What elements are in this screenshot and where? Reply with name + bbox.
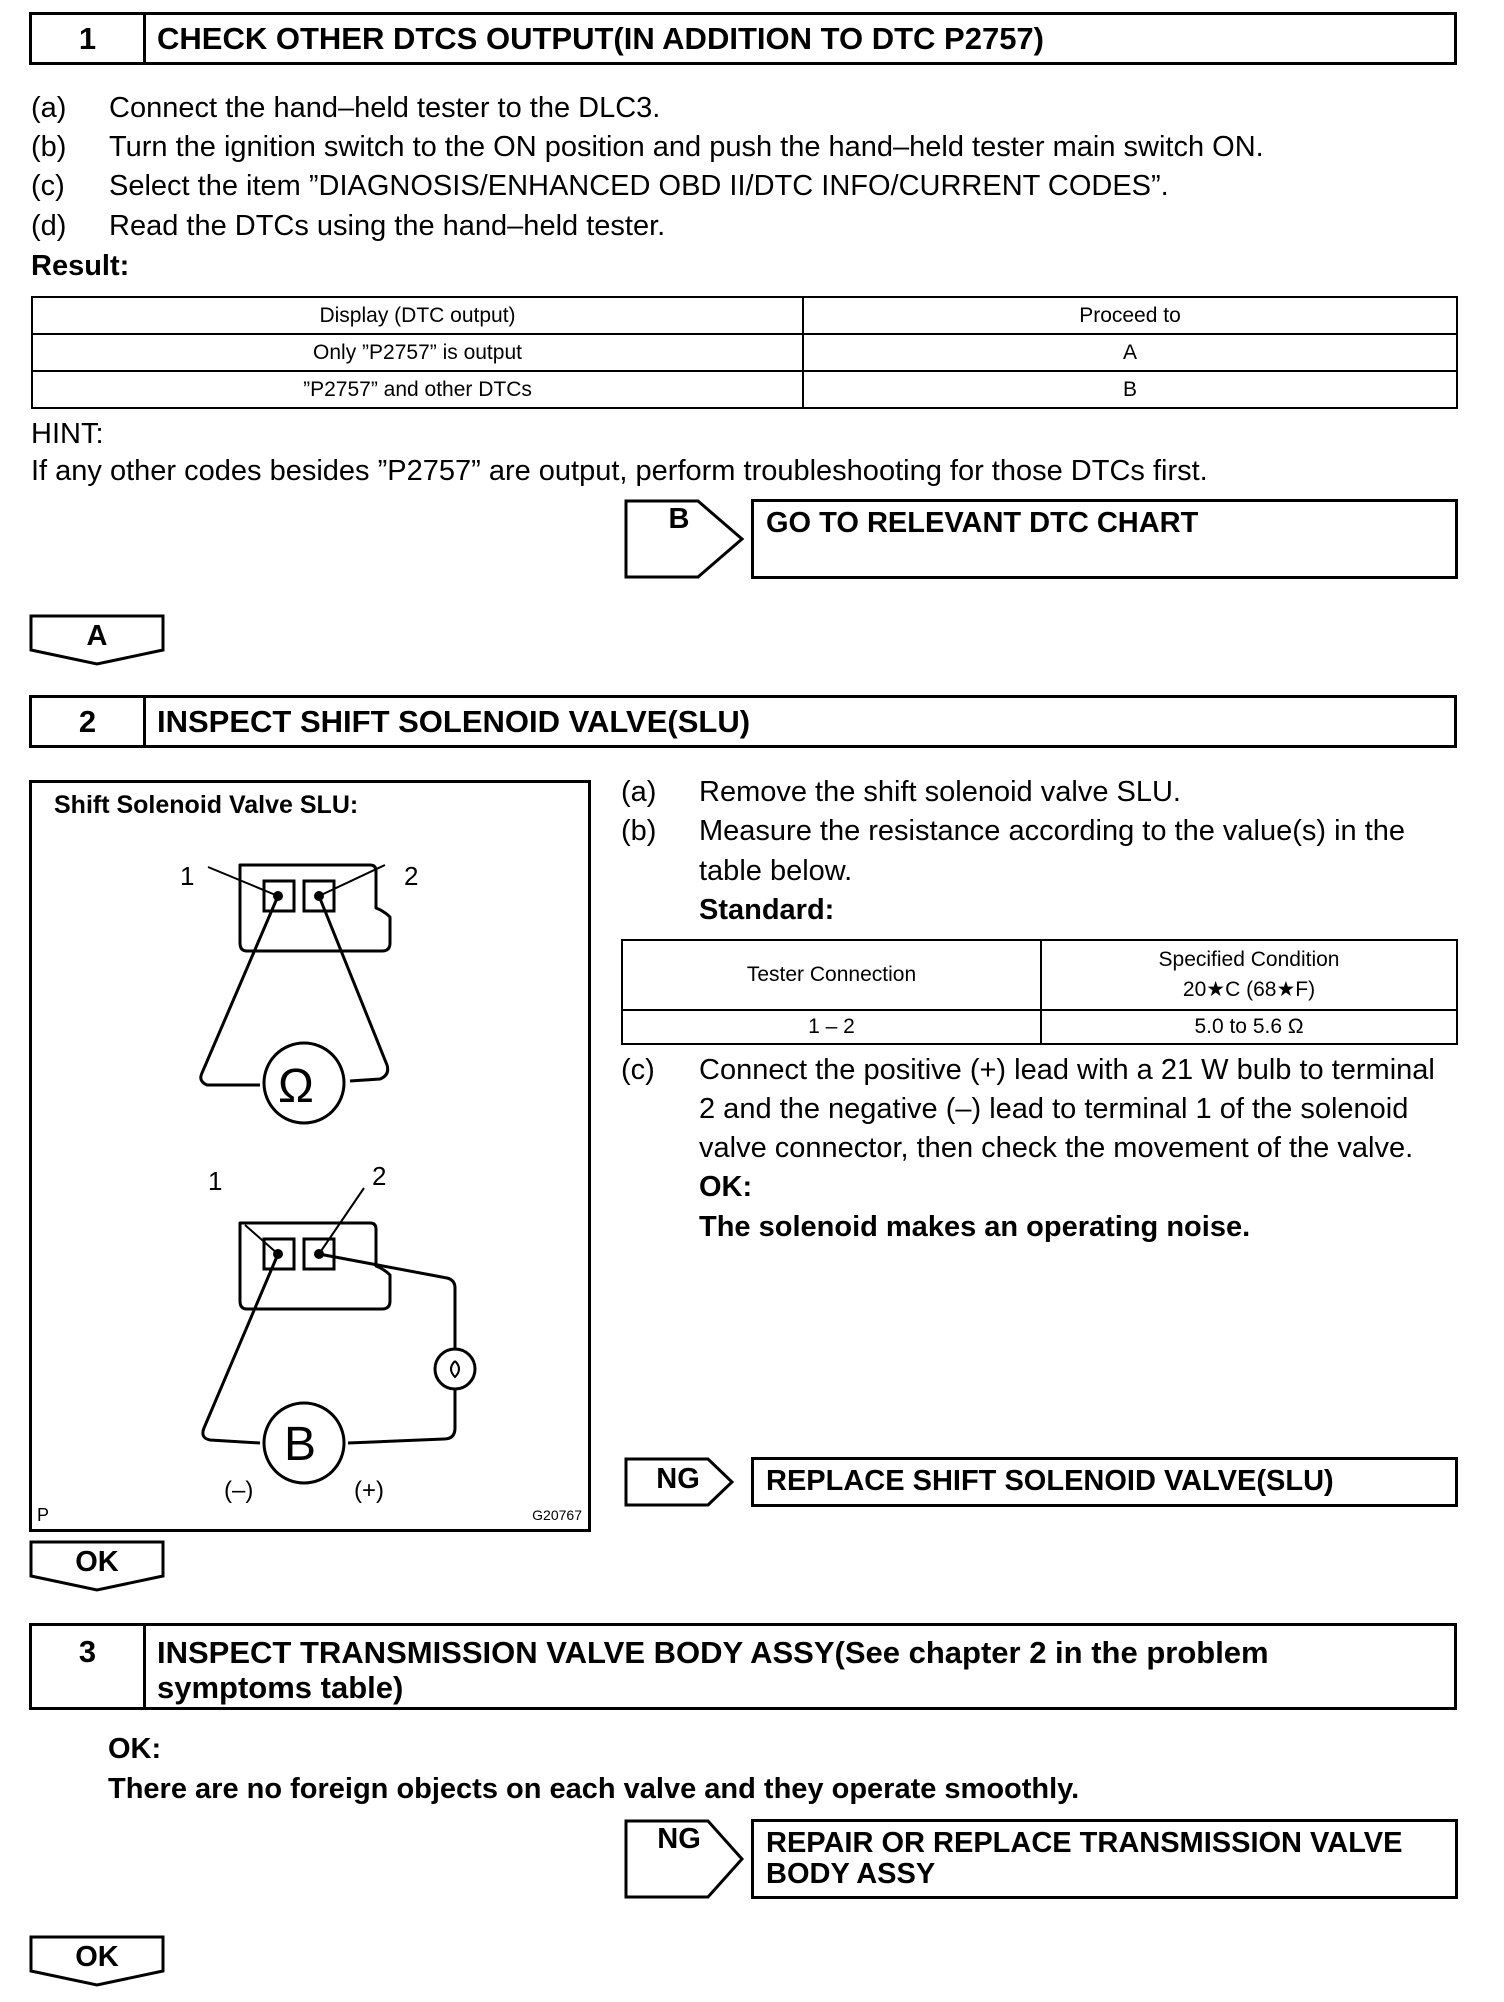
item-label: (a) [621,776,657,808]
step-title [157,1626,1444,1707]
terminal-2-label: 2 [404,861,419,891]
figure-title: Shift Solenoid Valve SLU: [54,791,359,819]
table-cell: 1 – 2 [622,1010,1041,1044]
item-text: Read the DTCs using the hand–held tester. [109,210,666,242]
tab-label: A [86,620,108,652]
tab-label: OK [75,1941,119,1973]
ok-label: OK: [108,1733,162,1765]
tab-label: OK [75,1546,119,1578]
step-3-header [29,1623,1457,1710]
solenoid-figure [29,780,591,1532]
step-title: INSPECT SHIFT SOLENOID VALVE(SLU) [157,704,751,739]
item-text: Connect the positive (+) lead with a 21 W bulb to terminal [699,1054,1435,1086]
outcome-action: REPLACE SHIFT SOLENOID VALVE(SLU) [751,1457,1458,1507]
outcome-code: B [668,503,690,535]
figure-corner-label: P [37,1505,50,1525]
battery-icon: B [284,1418,317,1471]
item-label: (c) [31,170,65,202]
item-label: (b) [621,815,657,847]
standard-label: Standard: [699,894,835,926]
table-header: Tester Connection [622,940,1041,1010]
outcome-ng [624,1457,1458,1507]
item-text: Select the item ”DIAGNOSIS/ENHANCED OBD II/DTC INFO/CURRENT CODES”. [109,170,1169,202]
result-label: Result: [31,250,130,282]
step-2-header [29,695,1457,748]
next-tab-a [29,614,165,666]
ok-text: There are no foreign objects on each valve and they operate smoothly. [108,1773,1080,1805]
outcome-action [751,1819,1458,1899]
item-label: (a) [31,92,67,124]
step-title: CHECK OTHER DTCS OUTPUT(IN ADDITION TO DTC P2757) [157,21,1044,56]
positive-label: (+) [354,1477,384,1504]
item-text-continued: valve connector, then check the movement of the valve. [699,1132,1414,1164]
negative-label: (–) [224,1477,254,1504]
hint-label: HINT: [31,418,104,450]
next-tab-ok [29,1935,165,1987]
item-text: Measure the resistance according to the value(s) in the [699,815,1406,847]
table-cell: ”P2757” and other DTCs [32,371,803,408]
outcome-action-line1: REPAIR OR REPLACE TRANSMISSION VALVE [766,1827,1403,1859]
table-header: Display (DTC output) [32,297,803,334]
table-cell: B [803,371,1457,408]
item-label: (c) [621,1054,655,1086]
table-header [1041,940,1457,1010]
step-title-line2: symptoms table) [157,1670,404,1705]
spec-header-line2: 20★C (68★F) [1182,978,1316,1001]
step-number: 3 [32,1626,146,1707]
outcome-action-line2: BODY ASSY [766,1858,936,1890]
figure-id: G20767 [532,1507,582,1523]
table-cell: 5.0 to 5.6 Ω [1041,1010,1457,1044]
ok-label: OK: [699,1171,753,1203]
item-text-continued: table below. [699,855,853,887]
table-cell: Only ”P2757” is output [32,334,803,371]
step-title-line1: INSPECT TRANSMISSION VALVE BODY ASSY(See chapter 2 in the problem [157,1635,1269,1670]
step-1-header [29,12,1457,65]
item-text: Connect the hand–held tester to the DLC3. [109,92,661,124]
step-number: 1 [32,15,146,62]
item-text-continued: 2 and the negative (–) lead to terminal 1 of the solenoid [699,1093,1409,1125]
outcome-code: NG [656,1463,700,1495]
terminal-1-label: 1 [208,1166,223,1196]
step-number: 2 [32,698,146,745]
table-header: Proceed to [803,297,1457,334]
next-tab-ok [29,1540,165,1592]
outcome-b [624,499,1458,579]
spec-table [621,939,1458,1045]
ohmmeter-icon: Ω [278,1060,314,1113]
table-cell: A [803,334,1457,371]
item-text: Remove the shift solenoid valve SLU. [699,776,1181,808]
item-label: (b) [31,131,67,163]
item-text: Turn the ignition switch to the ON position and push the hand–held tester main switch ON. [109,131,1264,163]
item-label: (d) [31,210,67,242]
outcome-action: GO TO RELEVANT DTC CHART [751,499,1458,579]
terminal-2-label: 2 [372,1161,387,1191]
spec-header-line1: Specified Condition [1158,948,1340,971]
terminal-1-label: 1 [180,861,195,891]
ok-text: The solenoid makes an operating noise. [699,1211,1251,1243]
outcome-ng [624,1819,1458,1899]
result-table [31,296,1458,409]
outcome-code: NG [657,1823,701,1855]
hint-text: If any other codes besides ”P2757” are output, perform troubleshooting for those DTCs first. [31,455,1208,487]
